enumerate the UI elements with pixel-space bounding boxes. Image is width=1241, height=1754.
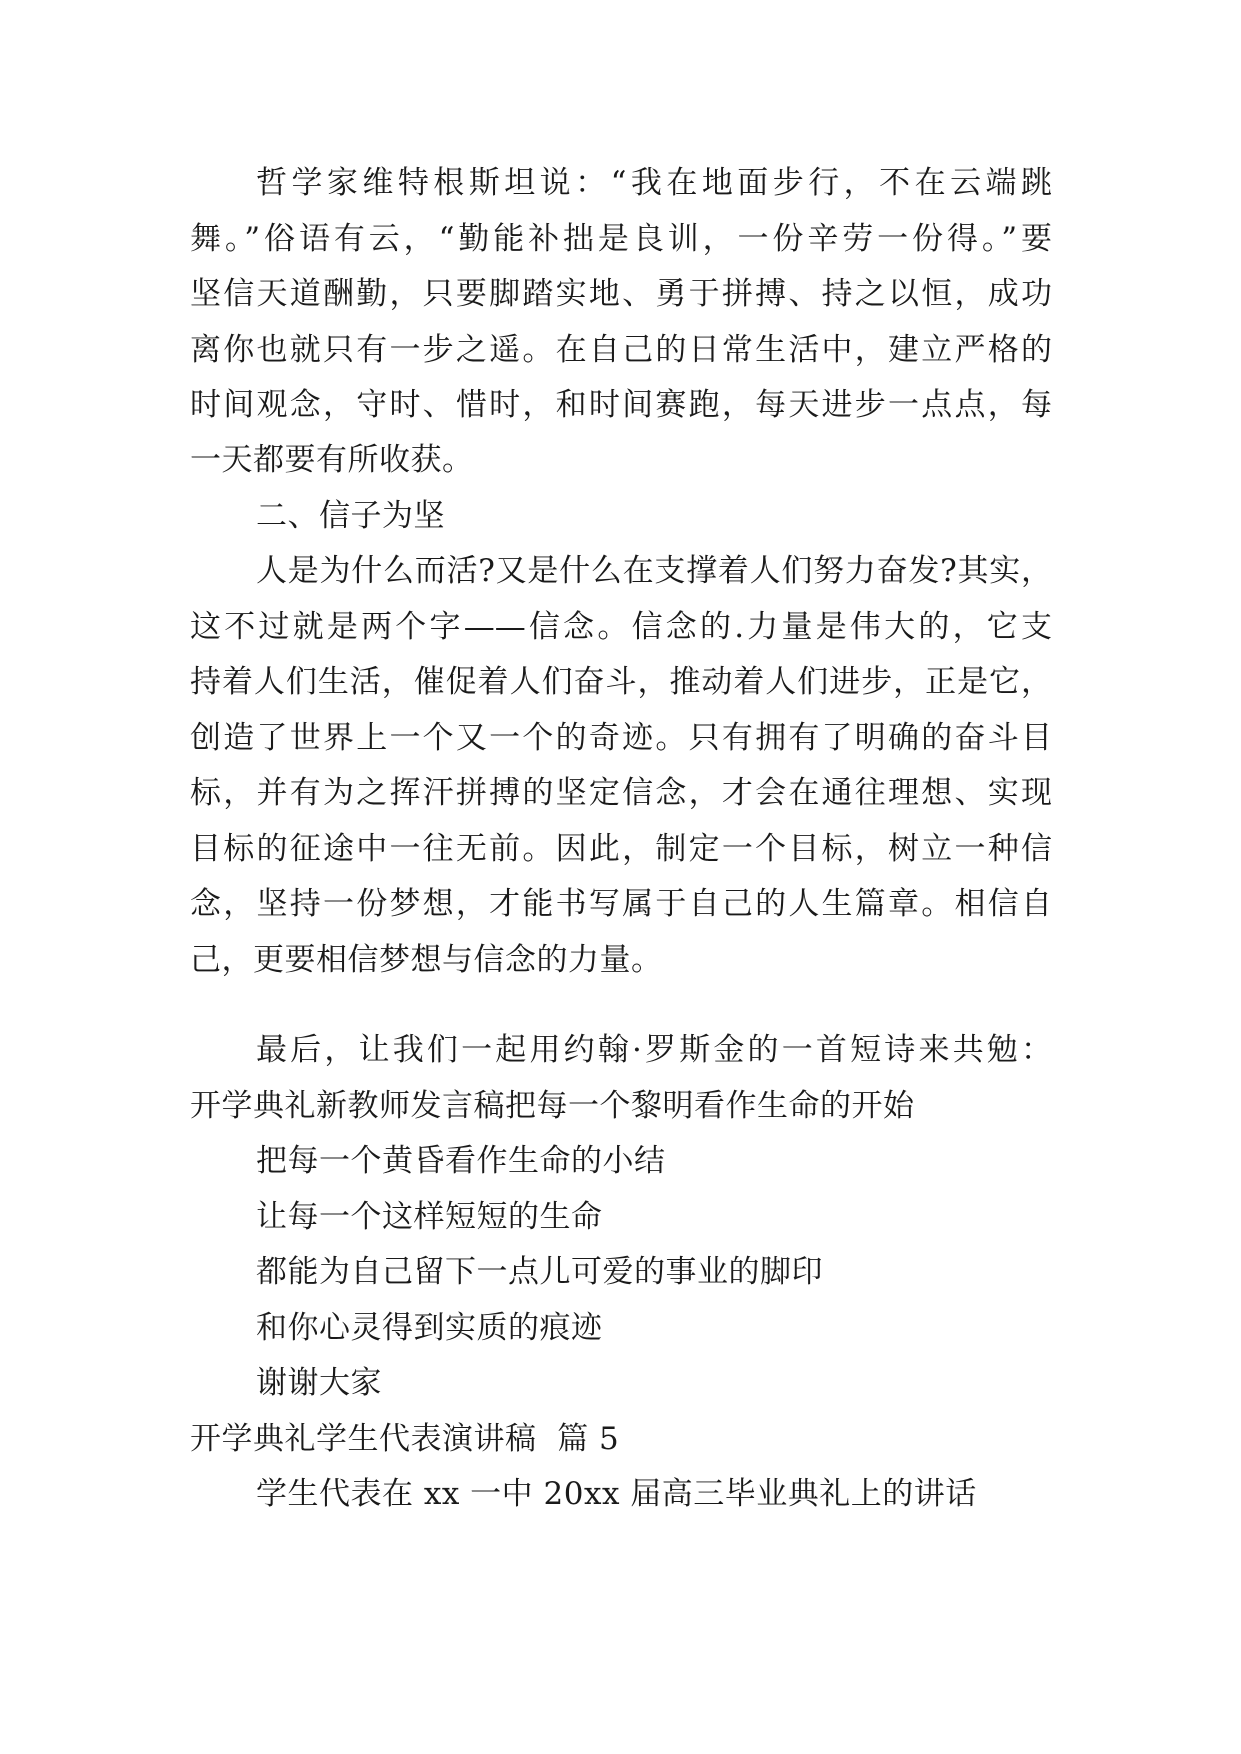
poem-first-line: 开学典礼新教师发言稿把每一个黎明看作生命的开始 <box>190 1088 915 1124</box>
article-title: 开学典礼学生代表演讲稿 篇 5 <box>190 1421 620 1457</box>
closing-intro: 最后，让我们一起用约翰·罗斯金的一首短诗来共勉： <box>256 1032 1052 1068</box>
paragraph-line: 人是为什么而活?又是什么在支撑着人们努力奋发?其实， <box>256 553 1052 589</box>
paragraph-line: 哲学家维特根斯坦说：“我在地面步行，不在云端跳 <box>256 165 1052 201</box>
article-subtitle: 学生代表在 xx 一中 20xx 届高三毕业典礼上的讲话 <box>256 1476 977 1512</box>
paragraph-line: 创造了世界上一个又一个的奇迹。只有拥有了明确的奋斗目 <box>190 720 1052 756</box>
section-heading: 二、信子为坚 <box>256 498 445 534</box>
paragraph-line: 时间观念，守时、惜时，和时间赛跑，每天进步一点点，每 <box>190 387 1052 423</box>
paragraph-line: 这不过就是两个字——信念。信念的.力量是伟大的，它支 <box>190 609 1052 645</box>
poem-line: 让每一个这样短短的生命 <box>256 1199 603 1235</box>
thanks-line: 谢谢大家 <box>256 1365 382 1401</box>
poem-line: 都能为自己留下一点儿可爱的事业的脚印 <box>256 1254 823 1290</box>
paragraph-line: 离你也就只有一步之遥。在自己的日常生活中，建立严格的 <box>190 332 1052 368</box>
paragraph-line: 一天都要有所收获。 <box>190 442 474 478</box>
paragraph-line: 坚信天道酬勤，只要脚踏实地、勇于拼搏、持之以恒，成功 <box>190 276 1052 312</box>
paragraph-line: 己，更要相信梦想与信念的力量。 <box>190 942 663 978</box>
paragraph-line: 标，并有为之挥汗拼搏的坚定信念，才会在通往理想、实现 <box>190 775 1052 811</box>
paragraph-line: 舞。”俗语有云，“勤能补拙是良训，一份辛劳一份得。”要 <box>190 221 1052 257</box>
poem-line: 把每一个黄昏看作生命的小结 <box>256 1143 666 1179</box>
poem-line: 和你心灵得到实质的痕迹 <box>256 1310 603 1346</box>
paragraph-line: 目标的征途中一往无前。因此，制定一个目标，树立一种信 <box>190 831 1052 867</box>
paragraph-line: 念，坚持一份梦想，才能书写属于自己的人生篇章。相信自 <box>190 886 1052 922</box>
paragraph-line: 持着人们生活，催促着人们奋斗，推动着人们进步，正是它， <box>190 664 1052 700</box>
